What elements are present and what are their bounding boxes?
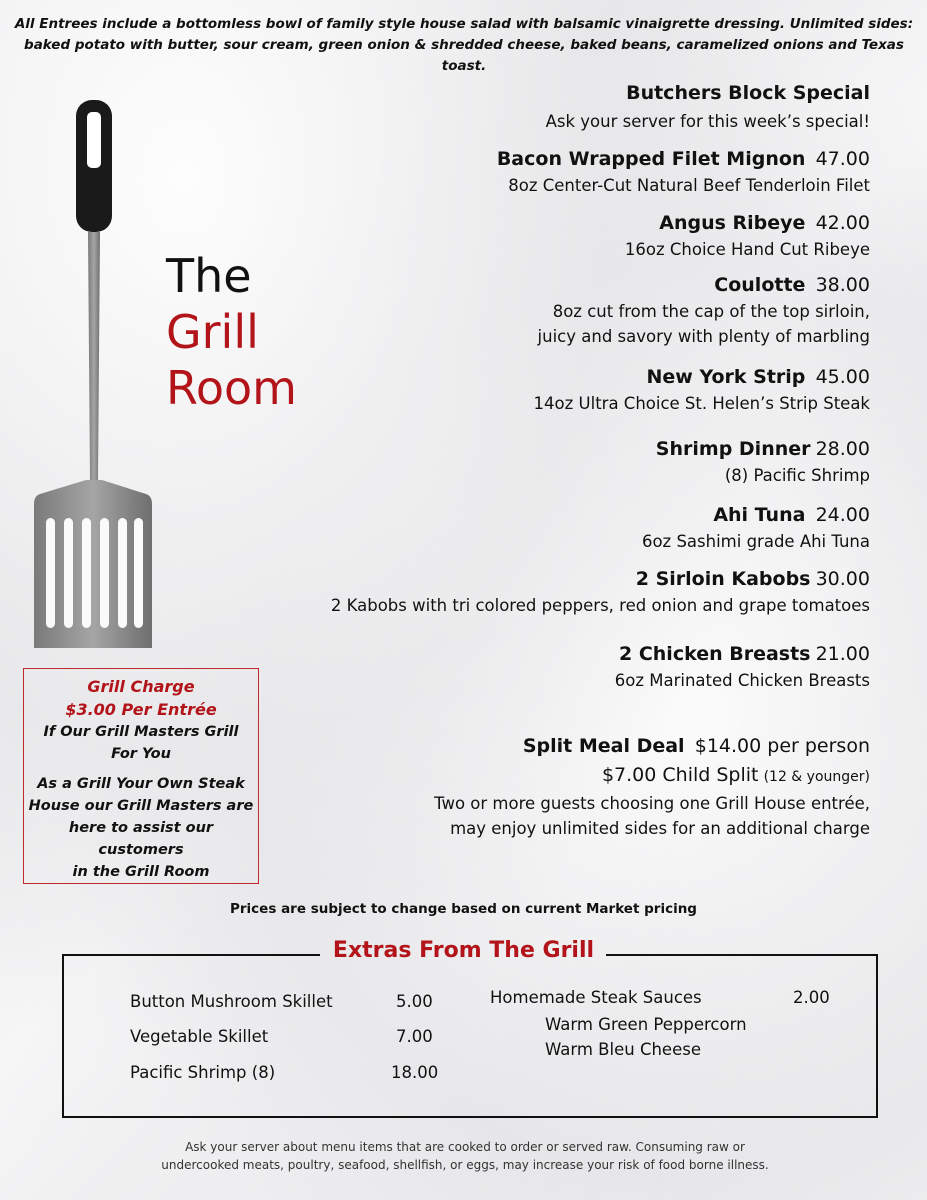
item-price: 28.00 — [815, 438, 870, 460]
spatula-icon — [28, 100, 158, 660]
menu-item — [534, 364, 870, 416]
extra-item-price: 5.00 — [396, 992, 433, 1011]
footer-disclaimer — [120, 1138, 810, 1174]
grill-charge-line: For You — [111, 746, 171, 762]
split-meal-deal — [434, 732, 870, 841]
title-line-the: The — [166, 249, 252, 303]
grill-charge-line: here to assist our customers — [68, 820, 214, 858]
item-name: Split Meal Deal — [522, 735, 685, 757]
item-desc: Ask your server for this week’s special! — [545, 112, 870, 131]
menu-item — [625, 210, 870, 262]
item-desc: Two or more guests choosing one Grill House entrée, — [434, 794, 870, 813]
item-desc: 6oz Marinated Chicken Breasts — [614, 671, 870, 690]
item-name: Shrimp Dinner — [655, 438, 811, 460]
page-title — [166, 248, 297, 416]
item-desc: (8) Pacific Shrimp — [724, 466, 870, 485]
item-price: 24.00 — [815, 504, 870, 526]
item-desc: 16oz Choice Hand Cut Ribeye — [624, 240, 870, 259]
item-desc: may enjoy unlimited sides for an additional charge — [450, 819, 870, 838]
item-desc: 8oz Center-Cut Natural Beef Tenderloin Filet — [508, 176, 870, 195]
child-split-note: (12 & younger) — [763, 769, 870, 785]
menu-item — [538, 272, 870, 349]
menu-item — [497, 146, 870, 198]
extras-title: Extras From The Grill — [332, 938, 595, 963]
sauces-price: 2.00 — [793, 988, 830, 1007]
item-price: 21.00 — [815, 643, 870, 665]
item-name: 2 Chicken Breasts — [619, 643, 811, 665]
intro-text: All Entrees include a bottomless bowl of family style house salad with balsamic vinaigrette dressing. Unlimited sides: baked potato with butter, sour cream, green onion & shredded cheese, baked beans, caramelized onions and Texas toast. — [14, 16, 914, 74]
grill-charge-line: House our Grill Masters are — [28, 798, 254, 814]
item-desc: 2 Kabobs with tri colored peppers, red onion and grape tomatoes — [330, 596, 870, 615]
item-desc: 8oz cut from the cap of the top sirloin, — [552, 302, 870, 321]
item-price: 47.00 — [815, 148, 870, 170]
title-line-grill: Grill — [166, 305, 259, 359]
item-price: 42.00 — [815, 212, 870, 234]
prices-note: Prices are subject to change based on current Market pricing — [230, 901, 697, 917]
menu-item — [642, 502, 870, 554]
item-name: 2 Sirloin Kabobs — [635, 568, 811, 590]
title-line-room: Room — [166, 361, 297, 415]
sauce-option: Warm Green Peppercorn — [545, 1015, 747, 1034]
extra-item-name: Pacific Shrimp (8) — [130, 1063, 276, 1082]
sauce-option: Warm Bleu Cheese — [545, 1040, 701, 1059]
item-desc: 14oz Ultra Choice St. Helen’s Strip Steak — [533, 394, 870, 413]
item-desc: juicy and savory with plenty of marbling — [537, 327, 870, 346]
item-price: 38.00 — [815, 274, 870, 296]
item-name: Bacon Wrapped Filet Mignon — [496, 148, 806, 170]
grill-charge-line: in the Grill Room — [72, 864, 210, 880]
extra-item-name: Vegetable Skillet — [130, 1027, 269, 1046]
extra-item-name: Button Mushroom Skillet — [130, 992, 333, 1011]
menu-item — [331, 566, 870, 618]
grill-charge-price: $3.00 Per Entrée — [65, 700, 217, 719]
item-desc: 6oz Sashimi grade Ahi Tuna — [641, 532, 870, 551]
item-price: $14.00 per person — [694, 735, 870, 757]
item-name: Butchers Block Special — [626, 82, 870, 104]
menu-item — [615, 641, 870, 693]
item-price: 45.00 — [815, 366, 870, 388]
extra-item-price: 18.00 — [391, 1063, 439, 1082]
item-price: 30.00 — [815, 568, 870, 590]
item-name: Coulotte — [714, 274, 806, 296]
item-name: New York Strip — [646, 366, 806, 388]
extra-item-price: 7.00 — [396, 1027, 433, 1046]
grill-charge-line: If Our Grill Masters Grill — [43, 724, 239, 740]
item-name: Angus Ribeye — [659, 212, 806, 234]
grill-charge-box — [23, 668, 259, 884]
footer-line: Ask your server about menu items that are cooked to order or served raw. Consuming raw or — [185, 1140, 745, 1154]
sauces-name: Homemade Steak Sauces — [490, 988, 702, 1007]
butchers-block-item — [546, 80, 870, 134]
child-split-price: $7.00 Child Split — [601, 764, 759, 786]
footer-line: undercooked meats, poultry, seafood, shellfish, or eggs, may increase your risk of food borne illness. — [161, 1158, 769, 1172]
grill-charge-line: As a Grill Your Own Steak — [37, 776, 245, 792]
menu-item — [656, 436, 870, 488]
item-name: Ahi Tuna — [713, 504, 806, 526]
grill-charge-title: Grill Charge — [87, 677, 195, 696]
